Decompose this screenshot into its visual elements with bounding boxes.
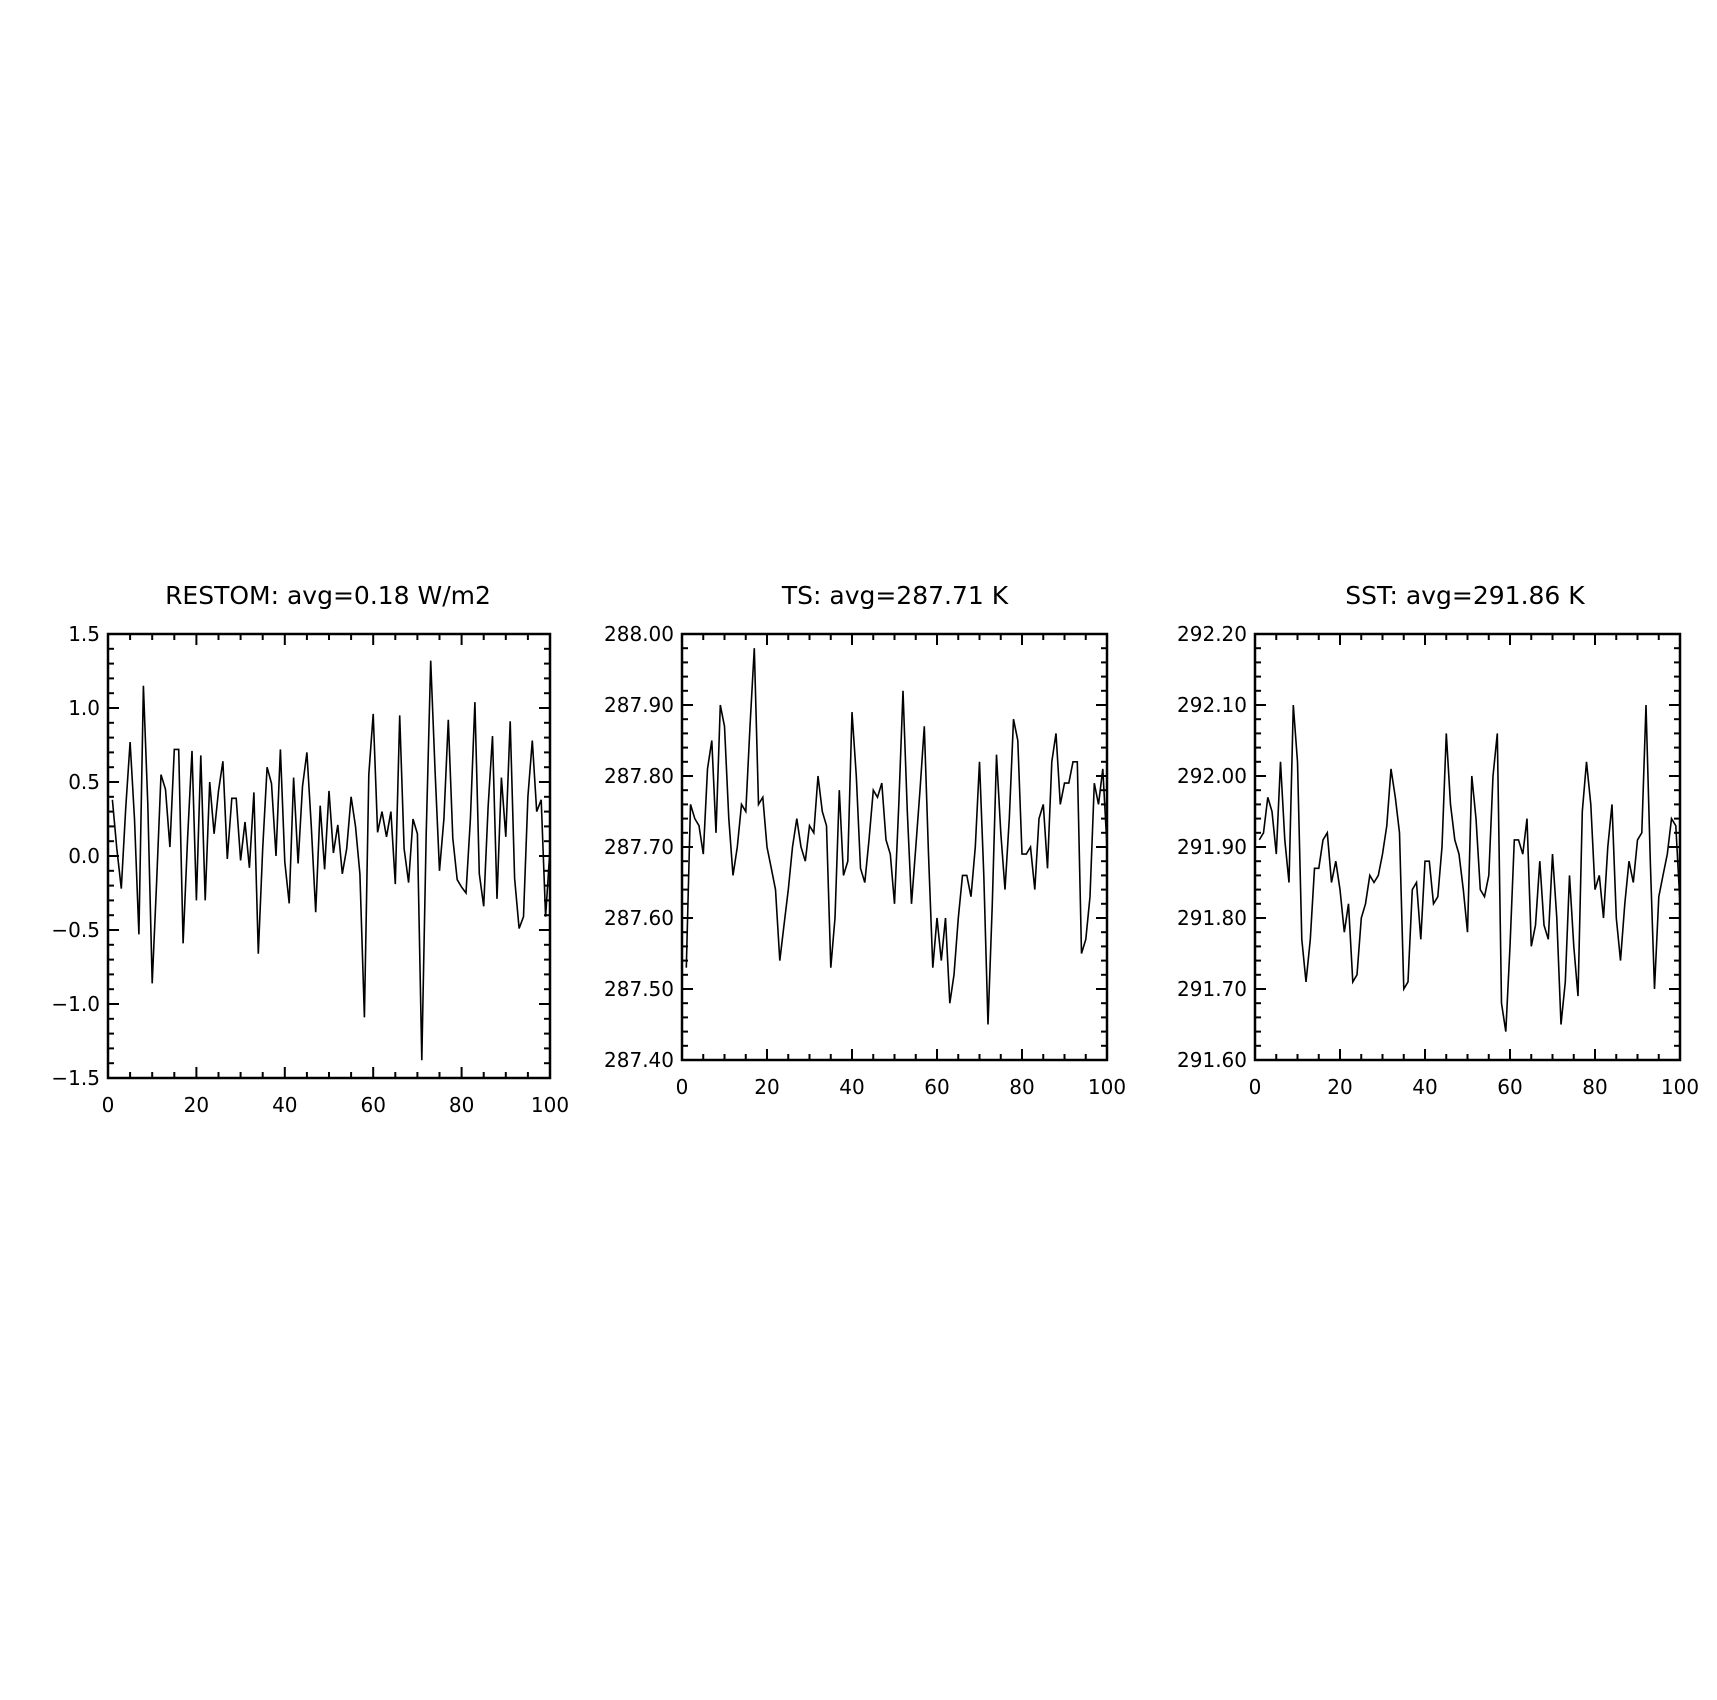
restom-y-tick-label: −1.0 bbox=[51, 992, 100, 1016]
restom-x-tick-label: 60 bbox=[360, 1093, 386, 1117]
ts-series-line bbox=[686, 648, 1107, 1024]
sst-x-tick-label: 40 bbox=[1412, 1075, 1438, 1099]
sst-plot-frame bbox=[1255, 634, 1680, 1060]
restom-y-tick-label: 1.5 bbox=[68, 622, 100, 646]
ts-plot-frame bbox=[682, 634, 1107, 1060]
sst-y-tick-label: 291.60 bbox=[1177, 1048, 1247, 1072]
ts-x-tick-label: 60 bbox=[924, 1075, 950, 1099]
ts-y-tick-label: 287.90 bbox=[604, 693, 674, 717]
restom-y-tick-label: −0.5 bbox=[51, 918, 100, 942]
restom-x-tick-label: 0 bbox=[101, 1093, 115, 1117]
ts-chart-title: TS: avg=287.71 K bbox=[781, 581, 1009, 610]
ts-y-tick-label: 287.80 bbox=[604, 764, 674, 788]
restom-x-tick-label: 100 bbox=[530, 1093, 570, 1117]
restom-y-tick-label: 0.0 bbox=[68, 844, 100, 868]
restom-x-tick-label: 20 bbox=[183, 1093, 210, 1117]
restom-series-line bbox=[112, 661, 550, 1061]
sst-x-tick-label: 80 bbox=[1582, 1075, 1608, 1099]
sst-panel bbox=[1177, 581, 1699, 1099]
sst-y-tick-label: 291.70 bbox=[1177, 977, 1247, 1001]
ts-x-tick-label: 20 bbox=[754, 1075, 780, 1099]
ts-y-tick-label: 287.70 bbox=[604, 835, 674, 859]
sst-x-tick-label: 100 bbox=[1660, 1075, 1700, 1099]
ts-y-tick-label: 287.50 bbox=[604, 977, 674, 1001]
sst-series-line bbox=[1259, 705, 1680, 1032]
sst-y-tick-label: 292.00 bbox=[1177, 764, 1247, 788]
restom-y-tick-label: 1.0 bbox=[68, 696, 100, 720]
ts-x-tick-label: 40 bbox=[839, 1075, 865, 1099]
restom-x-tick-label: 80 bbox=[448, 1093, 475, 1117]
restom-y-tick-label: −1.5 bbox=[51, 1066, 100, 1090]
restom-plot-frame bbox=[108, 634, 550, 1078]
sst-y-tick-label: 291.90 bbox=[1177, 835, 1247, 859]
ts-x-tick-label: 0 bbox=[675, 1075, 689, 1099]
ts-y-tick-label: 287.40 bbox=[604, 1048, 674, 1072]
restom-y-tick-label: 0.5 bbox=[68, 770, 100, 794]
sst-y-tick-label: 292.20 bbox=[1177, 622, 1247, 646]
ts-y-tick-label: 287.60 bbox=[604, 906, 674, 930]
sst-chart-title: SST: avg=291.86 K bbox=[1345, 581, 1585, 610]
ts-x-tick-label: 100 bbox=[1087, 1075, 1127, 1099]
sst-y-tick-label: 292.10 bbox=[1177, 693, 1247, 717]
ts-panel bbox=[604, 581, 1126, 1099]
restom-chart-title: RESTOM: avg=0.18 W/m2 bbox=[165, 581, 491, 610]
sst-x-tick-label: 20 bbox=[1327, 1075, 1353, 1099]
sst-y-tick-label: 291.80 bbox=[1177, 906, 1247, 930]
ts-y-tick-label: 288.00 bbox=[604, 622, 674, 646]
restom-x-tick-label: 40 bbox=[272, 1093, 298, 1117]
ts-x-tick-label: 80 bbox=[1009, 1075, 1035, 1099]
restom-panel bbox=[51, 581, 569, 1117]
sst-x-tick-label: 0 bbox=[1248, 1075, 1262, 1099]
sst-x-tick-label: 60 bbox=[1497, 1075, 1523, 1099]
